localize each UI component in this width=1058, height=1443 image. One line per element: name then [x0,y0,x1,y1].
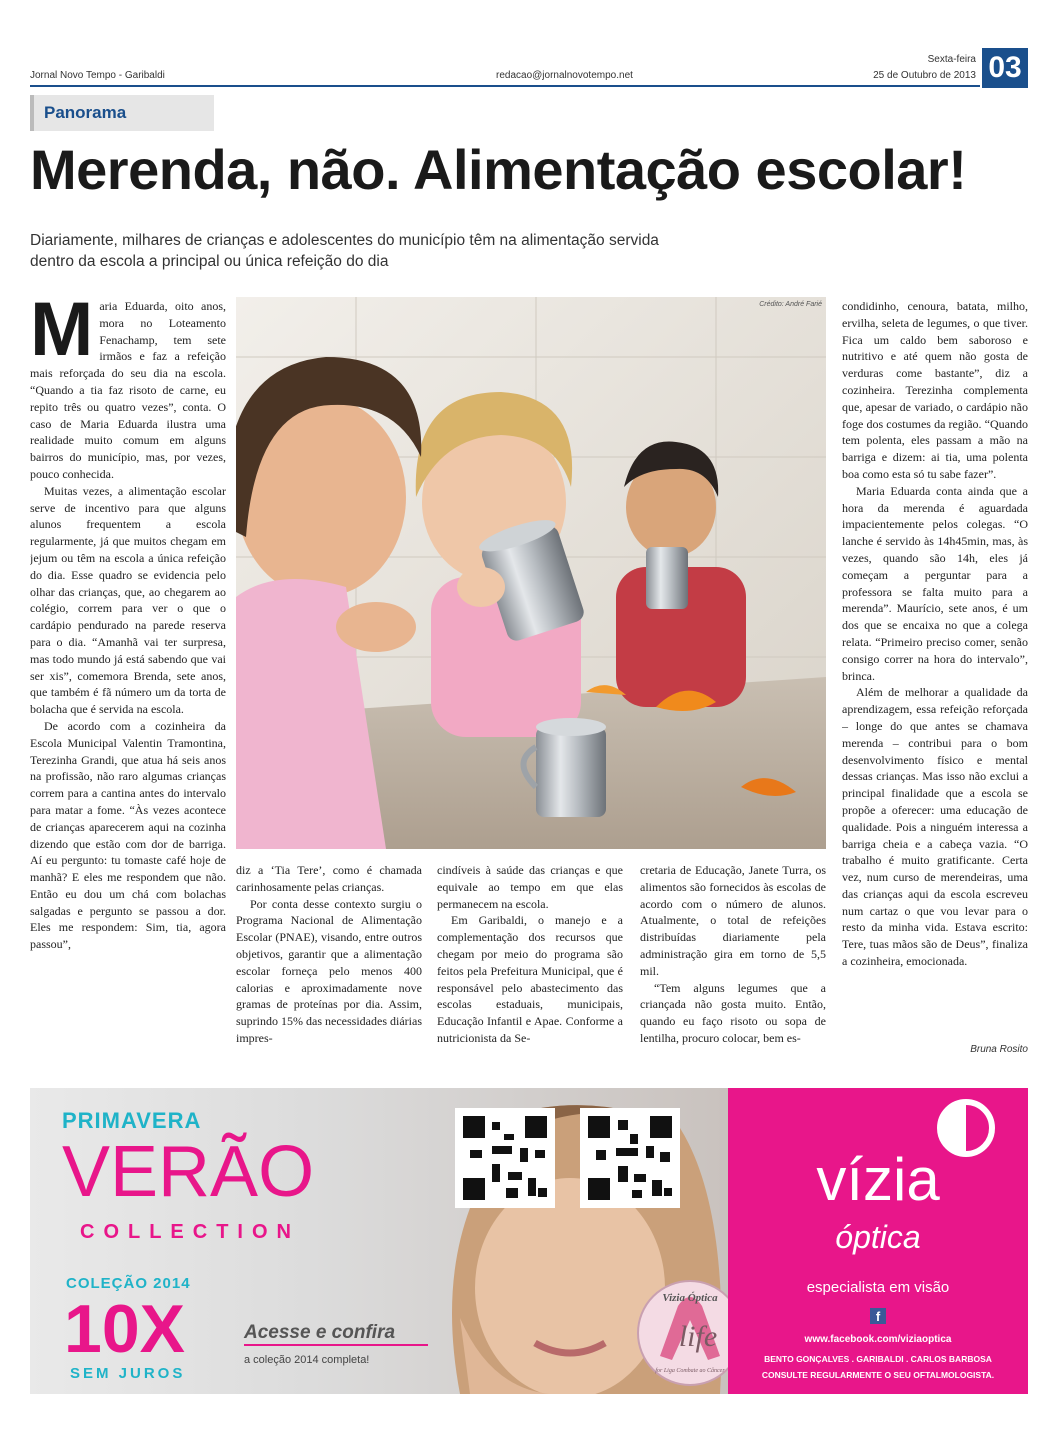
paragraph: De acordo com a cozinheira da Escola Municipal Valentin Tramontina, Terezinha Grandi, que atua há seis anos na profissão, não raro algumas crianças correm para a cantina antes do intervalo para matar a fome. “Às vezes acontece de crianças aparecerem aqui na cozinha dizendo que estão com dor de barriga. Aí eu pergunto: tu tomaste café hoje de manhã? E eles me respondem que não. Então eu dou um chá com bolachas salgadas e pergunto se passou a dor. Eles me respondem: Sim, tia, agora passou”, [30,718,226,952]
children-drinking-illustration [236,297,826,849]
health-notice: CONSULTE REGULARMENTE O SEU OFTALMOLOGISTA. [761,1370,995,1380]
article-headline: Merenda, não. Alimentação escolar! [30,138,967,201]
ad-left-panel [30,1088,728,1394]
publication-name: Jornal Novo Tempo - Garibaldi [30,70,165,81]
paragraph: Em Garibaldi, o manejo e a complementação dos recursos que chegam por meio do programa são feitos pela Prefeitura Municipal, que é responsável pelo abastecimento das escolas estaduais, municipais, Educação Infantil e Apae. Conforme a nutricionista da Se- [437,913,623,1045]
article-subhead: Diariamente, milhares de crianças e adolescentes do município têm na alimentação servida dentro da escola a principal ou única refeição do dia [30,232,659,270]
page-number: 03 [982,48,1028,88]
issue-date: 25 de Outubro de 2013 [873,70,976,81]
badge-main-text: life [678,1320,718,1353]
installment-sub: SEM JUROS [70,1365,186,1382]
paragraph: Maria Eduarda conta ainda que a hora da merenda é aguardada impacientemente pelos colegas. “O lanche é servido às 14h45min, mas, às vezes, quando são 14h, eles já começam a perguntar para a professora se falta muito para a merenda”. Maurício, sete anos, é um dos que se encaixa no que a colega relata. “Primeiro preciso comer, senão consigo correr na hora do intervalo”, brinca. [842,483,1028,683]
editorial-email[interactable]: redacao@jornalnovotempo.net [496,70,633,81]
article-column-2 [236,862,422,1060]
vizia-optica-advertisement[interactable] [30,1088,1028,1394]
paragraph: “Tem alguns legumes que a criançada não gosta muito. Então, quando eu faço risoto ou sopa de lentilha, procuro colocar, bem es- [640,980,826,1045]
paragraph: condidinho, cenoura, batata, milho, ervilha, seleta de legumes, o que tiver. Fica um caldo bem saboroso e nutritivo e até quem não gosta de verduras come bastante”, diz a cozinheira. Terezinha complementa que, apesar de variado, o cardápio não foge dos costumes da região. “Quando tem polenta, eles passam a mão na barriga e dizem: ai tia, uma polenta boa como esta só tu sabe fazer”. [842,299,1028,481]
ad-call-to-action[interactable]: Acesse e confira [244,1322,396,1343]
drop-cap: M [30,298,94,372]
brand-tagline: especialista em visão [806,1279,950,1296]
article-column-5 [842,298,1028,1026]
ad-left-graphic [30,1088,728,1394]
paragraph: diz a ‘Tia Tere’, como é chamada carinhosamente pelas crianças. [236,863,422,894]
section-label: Panorama [30,95,214,131]
paragraph: Por conta desse contexto surgiu o Programa Nacional de Alimentação Escolar (PNAE), visando, entre outros objetivos, garantir que a alimentação escolar forneça pelo menos 400 calorias e aproximadamente nove gramas de proteínas por dia. Assim, suprindo 15% das necessidades diárias impres- [236,896,422,1045]
paragraph: Além de melhorar a qualidade da aprendizagem, essa refeição reforçada – longe do que antes se chamava merenda – contribui para o bom desenvolvimento físico e mental dessas crianças. Mas isso não exclui a principal finalidade que a escola se propõe a oferecer: uma educação de qualidade. Pois a ninguém interessa a barriga cheia e a cabeça vazia. “O trabalho é muito gratificante. Certa vez, num curso de merendeiras, uma das crianças aqui da escola escreveu num cartaz o que vou levar para o resto da minha vida. Estava escrito: Tere, tuas mãos são de Deus”, finaliza a cozinheira, emocionada. [842,685,1028,969]
badge-bottom-text: for Liga Combate ao Câncer [655,1368,725,1374]
ad-brand-graphic [728,1088,1028,1394]
paragraph: cretaria de Educação, Janete Turra, os alimentos são fornecidos às escolas de acordo com o número de alunos. Atualmente, o total de refeições distribuídas diariamente pela administração gira em torno de 5,5 mil. [640,863,826,978]
facebook-link[interactable]: www.facebook.com/viziaoptica [804,1334,952,1345]
store-cities: BENTO GONÇALVES . GARIBALDI . CARLOS BARBOSA [764,1354,992,1364]
season-top: PRIMAVERA [62,1108,202,1133]
brand-subtitle: óptica [835,1219,921,1255]
badge-top-text: Vizia Óptica [662,1292,718,1304]
page-header [30,48,1028,88]
season-main: VERÃO [62,1132,315,1212]
brand-name: vízia [816,1146,940,1213]
photo-credit: Crédito: André Farié [759,301,822,308]
article-column-3 [437,862,623,1060]
article-column-4 [640,862,826,1060]
facebook-icon-glyph: f [875,1309,881,1324]
article-column-1 [30,298,226,1060]
paragraph: Muitas vezes, a alimentação escolar serve de incentivo para que alguns alunos frequentem a escola regularmente, já que muitos chegam em jejum ou têm na escola a única refeição do dia. Esse quadro se evidencia pelo olhar das crianças, que, ao chegarem ao colégio, correm para ver o que o cardápio pendurado na parede reserva para o dia. “Amanhã vai ter surpresa, mas todo mundo já está sabendo que vai ser xis”, comemora Brenda, sete anos, que também é fã número um da torta de bolacha que é servida na escola. [30,483,226,717]
ad-brand-panel [728,1088,1028,1394]
collection-label: COLLECTION [80,1221,300,1243]
article-byline: Bruna Rosito [970,1044,1028,1055]
paragraph: aria Eduarda, oito anos, mora no Loteamento Fenachamp, tem sete irmãos e faz a refeição mais reforçada do seu dia na escola. “Quando a tia faz risoto de carne, eu repito três ou quatro vezes”, conta. O caso de Maria Eduarda ilustra uma realidade muito comum em alguns bairros do município, mas, por vezes, pouco conhecida. [30,299,226,481]
ad-call-to-action-sub: a coleção 2014 completa! [244,1354,370,1366]
issue-weekday: Sexta-feira [927,54,976,65]
installment-offer: 10X [64,1291,185,1367]
paragraph: cindíveis à saúde das crianças e que equivale ao tempo em que elas permanecem na escola. [437,863,623,911]
collection-year: COLEÇÃO 2014 [66,1275,191,1292]
article-photo [236,297,826,849]
header-rule [30,85,980,87]
